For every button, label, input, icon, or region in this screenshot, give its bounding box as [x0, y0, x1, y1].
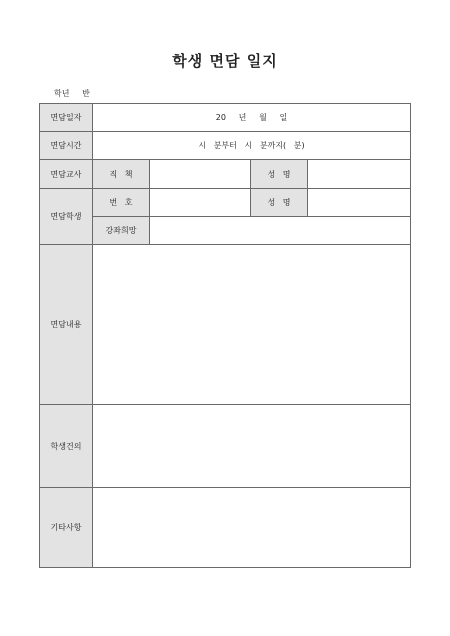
content-field[interactable] [93, 245, 411, 405]
teacher-position-field[interactable] [150, 160, 251, 189]
time-field[interactable]: 시 분부터 시 분까지( 분) [93, 132, 411, 160]
student-number-label: 번 호 [93, 189, 150, 217]
date-label: 면담일자 [40, 104, 93, 132]
time-label: 면담시간 [40, 132, 93, 160]
content-label: 면담내용 [40, 245, 93, 405]
row-suggestion [40, 405, 411, 488]
row-student [40, 189, 411, 217]
row-time [40, 132, 411, 160]
class-line: 학년 반 [54, 89, 90, 98]
other-field[interactable] [93, 488, 411, 568]
row-teacher [40, 160, 411, 189]
student-name-field[interactable] [308, 189, 411, 217]
teacher-name-label: 성 명 [251, 160, 308, 189]
row-other [40, 488, 411, 568]
teacher-label: 면담교사 [40, 160, 93, 189]
student-label: 면담학생 [40, 189, 93, 245]
student-number-field[interactable] [150, 189, 251, 217]
row-date [40, 104, 411, 132]
student-name-label: 성 명 [251, 189, 308, 217]
course-field[interactable] [150, 217, 411, 245]
other-label: 기타사항 [40, 488, 93, 568]
interview-form-table [39, 103, 411, 568]
teacher-position-label: 직 책 [93, 160, 150, 189]
teacher-name-field[interactable] [308, 160, 411, 189]
row-content [40, 245, 411, 405]
row-course [40, 217, 411, 245]
suggestion-label: 학생건의 [40, 405, 93, 488]
course-label: 강좌희망 [93, 217, 150, 245]
date-field[interactable]: 20 년 월 일 [93, 104, 411, 132]
suggestion-field[interactable] [93, 405, 411, 488]
page-title: 학생 면담 일지 [172, 52, 278, 70]
